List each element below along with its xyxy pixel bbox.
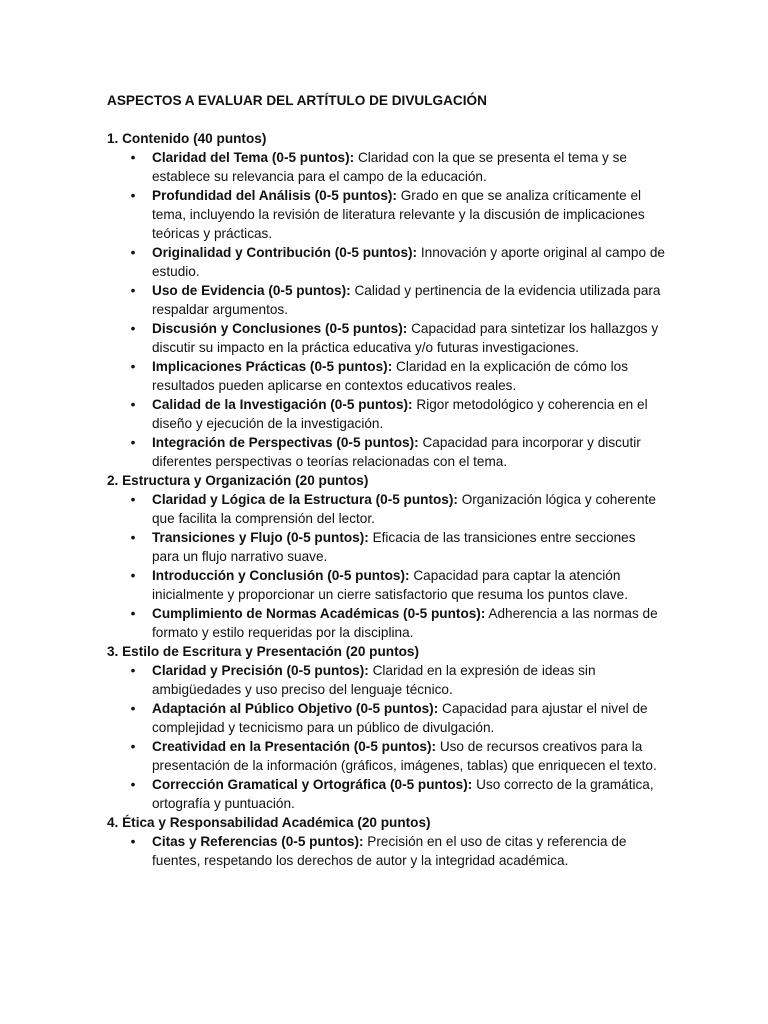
criterion-item [107, 566, 677, 604]
criterion-name: Discusión y Conclusiones (0-5 puntos): [152, 321, 408, 336]
bullet-icon: • [130, 397, 136, 412]
bullet-icon: • [130, 663, 136, 678]
criterion-name: Claridad y Lógica de la Estructura (0-5 puntos): [152, 492, 458, 507]
criterion-description: Claridad en la explicación de cómo los resultados pueden aplicarse en contextos educativos reales. [152, 359, 628, 393]
section-heading: 2. Estructura y Organización (20 puntos) [107, 473, 369, 488]
criterion-description: Grado en que se analiza críticamente el tema, incluyendo la revisión de literatura relevante y la discusión de implicaciones teóricas y prácticas. [152, 188, 645, 241]
criterion-name: Calidad de la Investigación (0-5 puntos): [152, 397, 413, 412]
criterion-item [107, 433, 677, 471]
bullet-icon: • [130, 606, 136, 621]
criterion-name: Transiciones y Flujo (0-5 puntos): [152, 530, 369, 545]
section [107, 642, 677, 813]
criterion-item [107, 357, 677, 395]
criterion-name: Uso de Evidencia (0-5 puntos): [152, 283, 351, 298]
criteria-list [107, 148, 677, 471]
document-page [107, 91, 677, 870]
criteria-list [107, 661, 677, 813]
section [107, 471, 677, 642]
criterion-name: Introducción y Conclusión (0-5 puntos): [152, 568, 410, 583]
section [107, 129, 677, 471]
criterion-description: Adherencia a las normas de formato y estilo requeridas por la disciplina. [152, 606, 658, 640]
criterion-item [107, 661, 677, 699]
criterion-item [107, 775, 677, 813]
bullet-icon: • [130, 701, 136, 716]
criterion-description: Calidad y pertinencia de la evidencia utilizada para respaldar argumentos. [152, 283, 661, 317]
section-heading: 3. Estilo de Escritura y Presentación (20 puntos) [107, 644, 419, 659]
document-title: ASPECTOS A EVALUAR DEL ARTÍTULO DE DIVULGACIÓN [107, 93, 487, 108]
criterion-name: Corrección Gramatical y Ortográfica (0-5 puntos): [152, 777, 473, 792]
blank-line [107, 110, 677, 129]
criteria-list [107, 490, 677, 642]
bullet-icon: • [130, 283, 136, 298]
criterion-name: Profundidad del Análisis (0-5 puntos): [152, 188, 397, 203]
criterion-item [107, 699, 677, 737]
bullet-icon: • [130, 150, 136, 165]
section [107, 813, 677, 870]
criterion-description: Uso de recursos creativos para la presentación de la información (gráficos, imágenes, tablas) que enriquecen el texto. [152, 739, 657, 773]
bullet-icon: • [130, 530, 136, 545]
sections-container [107, 129, 677, 870]
criterion-item [107, 528, 677, 566]
criterion-name: Claridad y Precisión (0-5 puntos): [152, 663, 369, 678]
criterion-name: Cumplimiento de Normas Académicas (0-5 puntos): [152, 606, 486, 621]
bullet-icon: • [130, 492, 136, 507]
section-heading: 1. Contenido (40 puntos) [107, 131, 267, 146]
criterion-name: Creatividad en la Presentación (0-5 puntos): [152, 739, 437, 754]
bullet-icon: • [130, 834, 136, 849]
criterion-description: Eficacia de las transiciones entre secciones para un flujo narrativo suave. [152, 530, 636, 564]
criterion-description: Innovación y aporte original al campo de estudio. [152, 245, 665, 279]
criterion-item [107, 319, 677, 357]
bullet-icon: • [130, 777, 136, 792]
criterion-item [107, 737, 677, 775]
criterion-item [107, 832, 677, 870]
section-heading: 4. Ética y Responsabilidad Académica (20 puntos) [107, 815, 431, 830]
criterion-description: Claridad con la que se presenta el tema y se establece su relevancia para el campo de la educación. [152, 150, 627, 184]
criterion-description: Capacidad para captar la atención inicialmente y proporcionar un cierre satisfactorio que resuma los puntos clave. [152, 568, 629, 602]
bullet-icon: • [130, 188, 136, 203]
criterion-description: Capacidad para incorporar y discutir diferentes perspectivas o teorías relacionadas con el tema. [152, 435, 641, 469]
bullet-icon: • [130, 568, 136, 583]
criterion-item [107, 186, 677, 243]
criterion-name: Implicaciones Prácticas (0-5 puntos): [152, 359, 393, 374]
criterion-description: Claridad en la expresión de ideas sin ambigüedades y uso preciso del lenguaje técnico. [152, 663, 596, 697]
criterion-description: Organización lógica y coherente que facilita la comprensión del lector. [152, 492, 656, 526]
criterion-name: Originalidad y Contribución (0-5 puntos): [152, 245, 418, 260]
criterion-name: Claridad del Tema (0-5 puntos): [152, 150, 355, 165]
criterion-item [107, 243, 677, 281]
criterion-item [107, 148, 677, 186]
bullet-icon: • [130, 321, 136, 336]
bullet-icon: • [130, 359, 136, 374]
bullet-icon: • [130, 245, 136, 260]
criterion-name: Citas y Referencias (0-5 puntos): [152, 834, 364, 849]
criterion-description: Precisión en el uso de citas y referencia de fuentes, respetando los derechos de autor y la integridad académica. [152, 834, 627, 868]
bullet-icon: • [130, 739, 136, 754]
criterion-item [107, 490, 677, 528]
criteria-list [107, 832, 677, 870]
criterion-item [107, 281, 677, 319]
criterion-name: Adaptación al Público Objetivo (0-5 puntos): [152, 701, 439, 716]
bullet-icon: • [130, 435, 136, 450]
criterion-item [107, 604, 677, 642]
criterion-description: Capacidad para ajustar el nivel de complejidad y tecnicismo para un público de divulgación. [152, 701, 648, 735]
criterion-name: Integración de Perspectivas (0-5 puntos): [152, 435, 419, 450]
criterion-description: Rigor metodológico y coherencia en el diseño y ejecución de la investigación. [152, 397, 648, 431]
criterion-description: Capacidad para sintetizar los hallazgos y discutir su impacto en la práctica educativa y/o futuras investigaciones. [152, 321, 659, 355]
criterion-description: Uso correcto de la gramática, ortografía y puntuación. [152, 777, 654, 811]
criterion-item [107, 395, 677, 433]
